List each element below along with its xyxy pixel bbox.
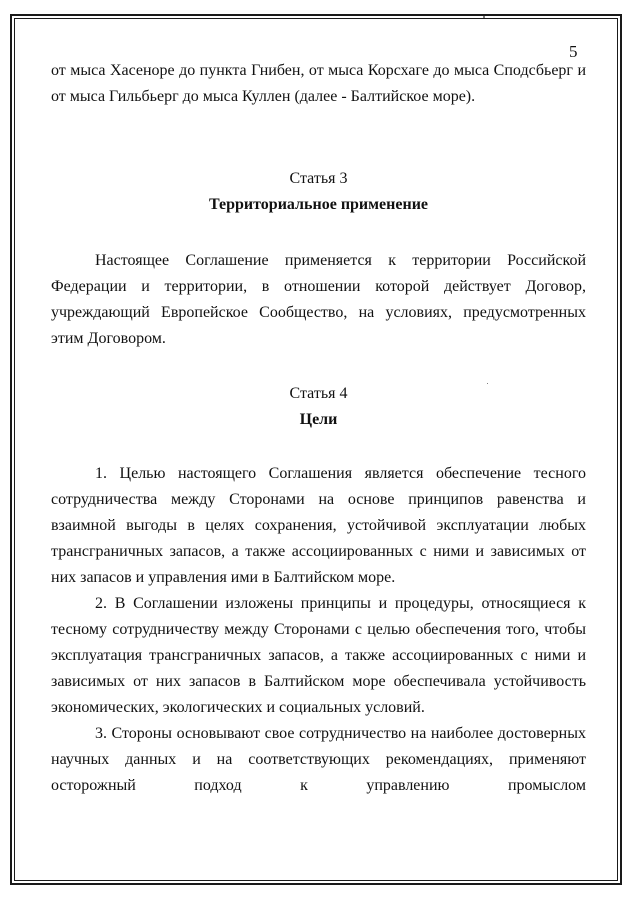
- article-3-number: Статья 3: [289, 170, 348, 187]
- article-3-title: Территориальное применение: [208, 196, 429, 213]
- article-4-paragraph-1: 1. Целью настоящего Соглашения является обеспечение тесного сотрудничества между Сторонами на основе принципов равенства и взаимной выгоды в целях сохранения, устойчивой эксплуатации любых трансграничных запасов, а также ассоциированных с ними и зависимых от них запасов и управления ими в Балтийском море.: [51, 465, 586, 586]
- article-4-body: [51, 461, 586, 799]
- intro-paragraph: от мыса Хасеноре до пункта Гнибен, от мыса Корсхаге до мыса Сподсбьерг и от мыса Гильбьерг до мыса Куллен (далее - Балтийское море).: [51, 62, 586, 105]
- scan-speck: [483, 16, 485, 18]
- article-3-paragraph: Настоящее Соглашение применяется к территории Российской Федерации и территории, в отношении которой действует Договор, учреждающий Европейское Сообщество, на условиях, предусмотренных этим Договором.: [51, 252, 586, 347]
- scan-speck: [487, 383, 488, 384]
- article-4-heading: [51, 381, 586, 433]
- article-4-paragraph-3: 3. Стороны основывают свое сотрудничество на наиболее достоверных научных данных и на соответствующих рекомендациях, применяют осторожный подход к управлению промыслом: [51, 725, 586, 794]
- article-4-paragraph-2: 2. В Соглашении изложены принципы и процедуры, относящиеся к тесному сотрудничеству между Сторонами с целью обеспечения того, чтобы эксплуатация трансграничных запасов, а также ассоциированных с ними и зависимых от них запасов в Балтийском море обеспечивала устойчивость экономических, экологических и социальных условий.: [51, 595, 586, 716]
- article-3-heading: [51, 166, 586, 218]
- article-4-title: Цели: [299, 411, 338, 428]
- article-3-body: [51, 248, 586, 352]
- article-4-number: Статья 4: [289, 385, 348, 402]
- page-number: 5: [569, 42, 578, 61]
- intro-text-block: [51, 58, 586, 110]
